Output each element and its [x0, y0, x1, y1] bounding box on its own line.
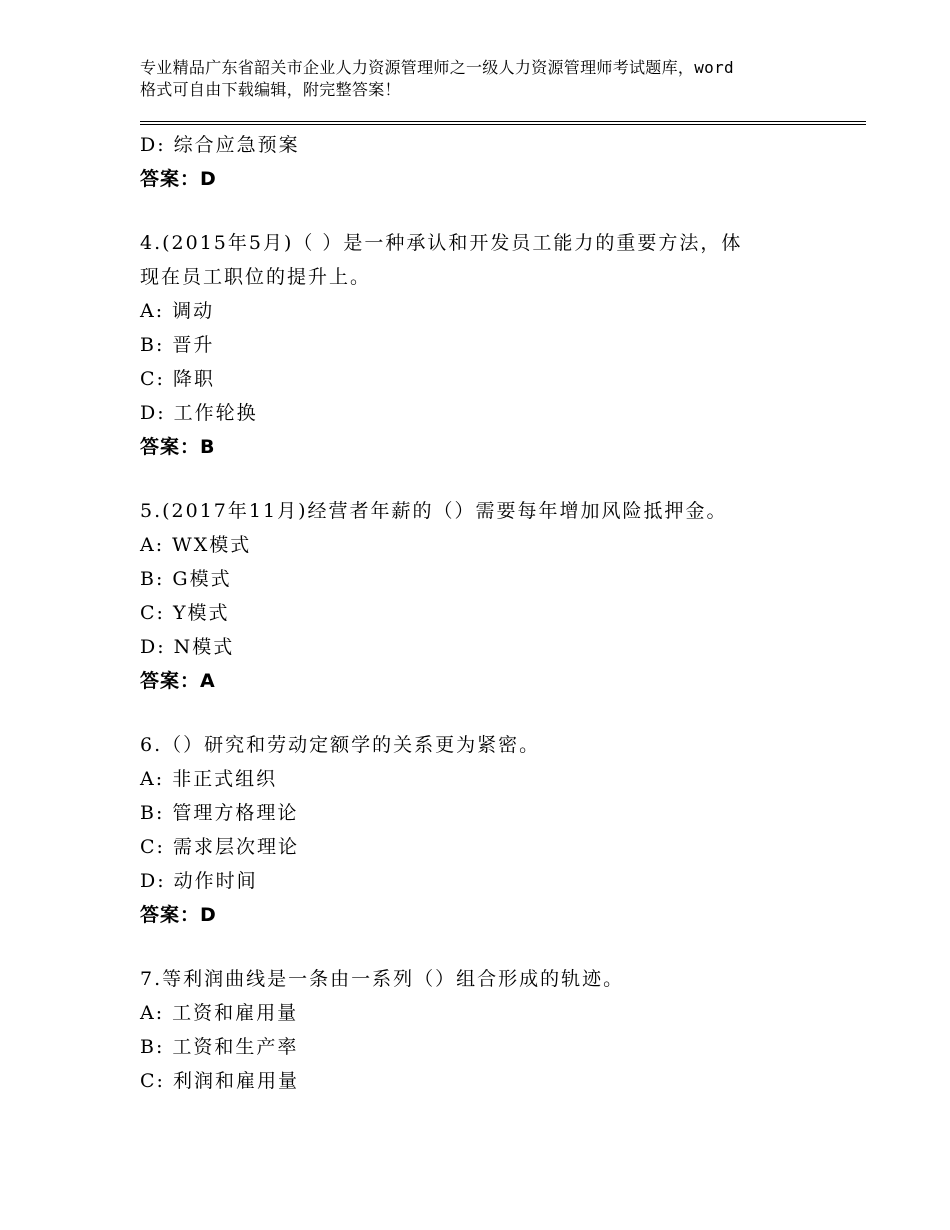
question-6	[140, 728, 840, 932]
option-c: C: 利润和雇用量	[140, 1070, 299, 1092]
option-d: D: 工作轮换	[140, 402, 258, 424]
question-list	[140, 128, 840, 1098]
option-b: B: 晋升	[140, 334, 215, 356]
header-line-2: 格式可自由下载编辑，附完整答案！	[140, 80, 401, 99]
option-a: A: 非正式组织	[140, 768, 278, 790]
question-4	[140, 226, 840, 464]
option-a: A: 调动	[140, 300, 215, 322]
option-c: C: 降职	[140, 368, 215, 390]
answer: 答案：D	[140, 168, 217, 190]
option-d: D: N模式	[140, 636, 235, 658]
header-line-1: 专业精品广东省韶关市企业人力资源管理师之一级人力资源管理师考试题库，word	[140, 58, 734, 77]
question-5	[140, 494, 840, 698]
question-text-line-1: 4.(2015年5月)（ ）是一种承认和开发员工能力的重要方法，体	[140, 232, 743, 254]
answer: 答案：D	[140, 904, 217, 926]
answer: 答案：A	[140, 670, 216, 692]
option-d: D: 动作时间	[140, 870, 258, 892]
option-b: B: G模式	[140, 568, 232, 590]
question-3-tail	[140, 128, 840, 196]
option-a: A: 工资和雇用量	[140, 1002, 299, 1024]
question-text: 5.(2017年11月)经营者年薪的（）需要每年增加风险抵押金。	[140, 500, 728, 522]
option-b: B: 管理方格理论	[140, 802, 299, 824]
document-header	[140, 57, 840, 101]
question-text: 7.等利润曲线是一条由一系列（）组合形成的轨迹。	[140, 968, 625, 990]
answer: 答案：B	[140, 436, 216, 458]
option-d: D: 综合应急预案	[140, 134, 300, 156]
option-c: C: 需求层次理论	[140, 836, 299, 858]
header-divider-bottom	[140, 124, 866, 125]
option-b: B: 工资和生产率	[140, 1036, 299, 1058]
question-7	[140, 962, 840, 1098]
option-c: C: Y模式	[140, 602, 230, 624]
option-a: A: WX模式	[140, 534, 252, 556]
question-text: 6.（）研究和劳动定额学的关系更为紧密。	[140, 734, 541, 756]
question-text-line-2: 现在员工职位的提升上。	[140, 266, 372, 288]
header-divider-top	[140, 121, 866, 122]
